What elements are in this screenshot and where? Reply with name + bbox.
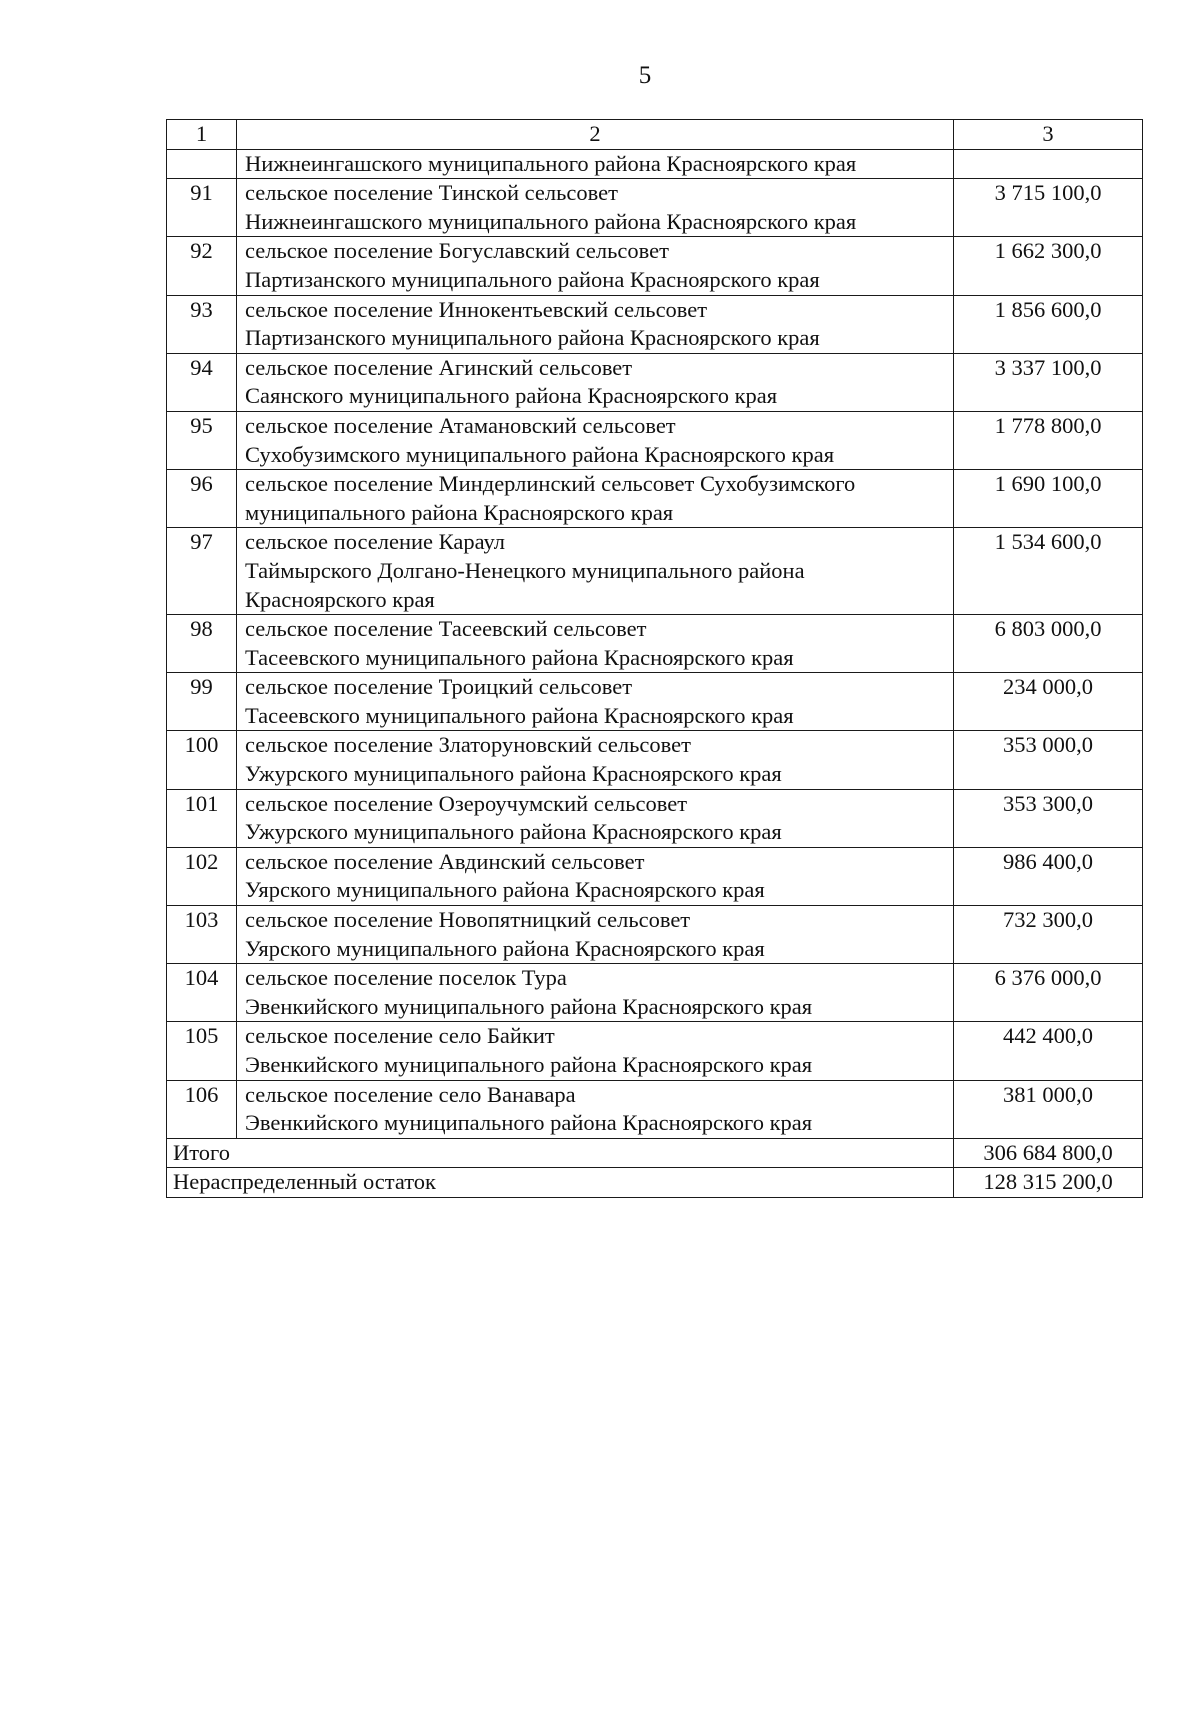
settlement-name: сельское поселение Авдинский сельсовет Уярского муниципального района Красноярского края [237,847,954,905]
settlement-name: сельское поселение село Ванавара Эвенкийского муниципального района Красноярского края [237,1080,954,1138]
row-number: 105 [167,1022,237,1080]
row-number: 101 [167,789,237,847]
row-amount: 1 778 800,0 [954,411,1143,469]
row-number: 92 [167,237,237,295]
row-amount: 6 803 000,0 [954,615,1143,673]
row-amount: 6 376 000,0 [954,964,1143,1022]
total-row [167,1168,1143,1198]
row-number: 91 [167,179,237,237]
settlement-name: сельское поселение Тинской сельсовет Нижнеингашского муниципального района Красноярского края [237,179,954,237]
row-amount: 1 856 600,0 [954,295,1143,353]
settlement-name: сельское поселение Златоруновский сельсовет Ужурского муниципального района Красноярского края [237,731,954,789]
row-number: 95 [167,411,237,469]
table-row [167,1080,1143,1138]
table-row [167,179,1143,237]
settlement-name: сельское поселение Тасеевский сельсовет Тасеевского муниципального района Красноярского края [237,615,954,673]
row-amount: 353 300,0 [954,789,1143,847]
table-row [167,353,1143,411]
settlement-name: сельское поселение Новопятницкий сельсовет Уярского муниципального района Красноярского края [237,906,954,964]
row-amount: 3 337 100,0 [954,353,1143,411]
total-label: Нераспределенный остаток [167,1168,954,1198]
row-amount: 1 662 300,0 [954,237,1143,295]
row-amount: 353 000,0 [954,731,1143,789]
settlement-name: сельское поселение Атамановский сельсовет Сухобузимского муниципального района Красноярского края [237,411,954,469]
table-row [167,411,1143,469]
table-row [167,847,1143,905]
row-amount: 3 715 100,0 [954,179,1143,237]
row-amount: 1 534 600,0 [954,528,1143,615]
settlement-name: сельское поселение Караул Таймырского Долгано-Ненецкого муниципального района Красноярского края [237,528,954,615]
settlement-name: сельское поселение село Байкит Эвенкийского муниципального района Красноярского края [237,1022,954,1080]
table-row [167,906,1143,964]
table-row [167,731,1143,789]
header-cell-number: 1 [167,120,237,150]
row-number: 97 [167,528,237,615]
table-row [167,673,1143,731]
row-number: 94 [167,353,237,411]
settlement-name: Нижнеингашского муниципального района Красноярского края [237,149,954,179]
settlement-name: сельское поселение поселок Тура Эвенкийского муниципального района Красноярского края [237,964,954,1022]
header-cell-name: 2 [237,120,954,150]
row-amount: 234 000,0 [954,673,1143,731]
continuation-row [167,149,1143,179]
row-number: 96 [167,470,237,528]
table-row [167,789,1143,847]
total-label: Итого [167,1138,954,1168]
settlement-name: сельское поселение Троицкий сельсовет Тасеевского муниципального района Красноярского края [237,673,954,731]
row-amount: 986 400,0 [954,847,1143,905]
settlement-name: сельское поселение Иннокентьевский сельсовет Партизанского муниципального района Красноярского края [237,295,954,353]
total-amount: 128 315 200,0 [954,1168,1143,1198]
settlement-name: сельское поселение Богуславский сельсовет Партизанского муниципального района Красноярского края [237,237,954,295]
table-row [167,964,1143,1022]
row-number: 106 [167,1080,237,1138]
row-number: 99 [167,673,237,731]
total-row [167,1138,1143,1168]
table-header-row [167,120,1143,150]
table-row [167,237,1143,295]
total-amount: 306 684 800,0 [954,1138,1143,1168]
row-amount [954,149,1143,179]
table-row [167,470,1143,528]
row-number: 102 [167,847,237,905]
row-number: 100 [167,731,237,789]
row-number: 93 [167,295,237,353]
row-number: 98 [167,615,237,673]
row-amount: 1 690 100,0 [954,470,1143,528]
row-amount: 442 400,0 [954,1022,1143,1080]
table-row [167,1022,1143,1080]
settlement-name: сельское поселение Озероучумский сельсовет Ужурского муниципального района Красноярского края [237,789,954,847]
table-row [167,295,1143,353]
table-row [167,528,1143,615]
table-row [167,615,1143,673]
settlement-name: сельское поселение Миндерлинский сельсовет Сухобузимского муниципального района Красноярского края [237,470,954,528]
allocation-table [166,119,1143,1198]
row-number: 104 [167,964,237,1022]
page-number: 5 [638,62,652,89]
row-amount: 381 000,0 [954,1080,1143,1138]
settlement-name: сельское поселение Агинский сельсовет Саянского муниципального района Красноярского края [237,353,954,411]
row-number [167,149,237,179]
header-cell-amount: 3 [954,120,1143,150]
row-number: 103 [167,906,237,964]
row-amount: 732 300,0 [954,906,1143,964]
